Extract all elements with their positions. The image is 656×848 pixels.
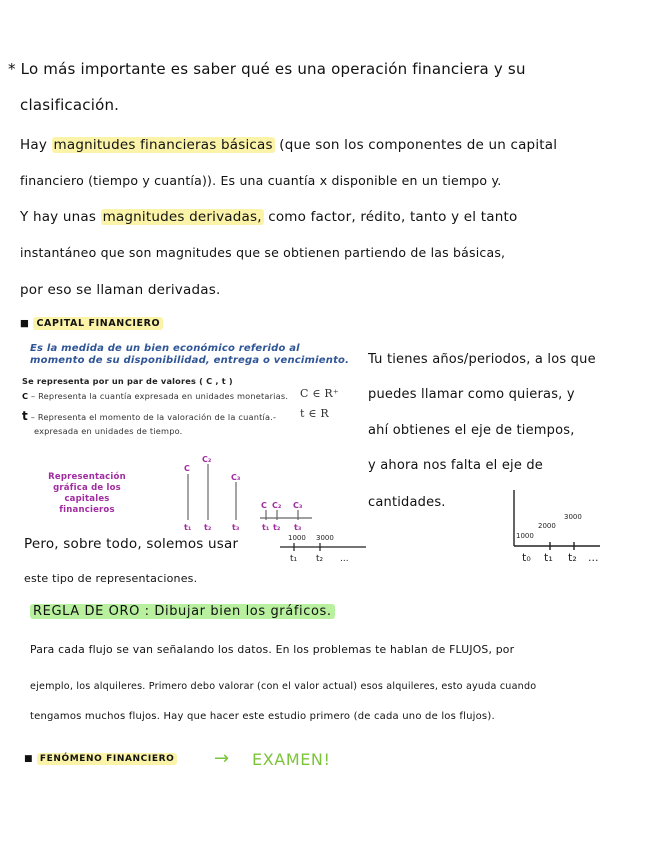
right-note-1: Tu tienes años/periodos, a los que xyxy=(368,352,596,367)
usage-t2: t₂ xyxy=(316,554,324,564)
hand-x-dots: ... xyxy=(588,551,599,564)
usage-timeline xyxy=(276,530,372,566)
c-description xyxy=(22,391,288,401)
usage-dots: ... xyxy=(340,554,349,564)
c-desc-text: – Representa la cuantía expresada en unidades monetarias. xyxy=(28,391,289,401)
capital-heading-text: CAPITAL FINANCIERO xyxy=(33,317,163,330)
bullet-icon: ■ xyxy=(20,318,34,329)
hand-graph-right xyxy=(500,486,610,566)
paragraph-line-1-post: (que son los componentes de un capital xyxy=(274,137,558,153)
paragraph-line-3-post: como factor, rédito, tanto y el tanto xyxy=(263,209,518,225)
label-t2-small: t₂ xyxy=(273,523,281,532)
label-t1: t₁ xyxy=(184,523,192,532)
label-c2-small: C₂ xyxy=(272,501,282,510)
arrow-icon: → xyxy=(214,748,230,769)
usage-pre: Pero, sobre todo, solemos usar xyxy=(24,536,239,552)
flows-line-1: Para cada flujo se van señalando los datos. En los problemas te hablan de FLUJOS, por xyxy=(30,643,515,656)
label-t1-small: t₁ xyxy=(262,523,270,532)
capitals-graph xyxy=(178,452,318,534)
flows-line-3: tengamos muchos flujos. Hay que hacer este estudio primero (de cada uno de los flujos). xyxy=(30,711,495,722)
golden-rule-text: REGLA DE ORO : Dibujar bien los gráficos. xyxy=(30,604,335,619)
bullet-icon-2: ■ xyxy=(24,754,37,764)
label-t2: t₂ xyxy=(204,523,212,532)
intro-line-1: * Lo más importante es saber qué es una operación financiera y su xyxy=(8,60,526,78)
label-c: C xyxy=(184,464,190,473)
hand-y-3000: 3000 xyxy=(564,513,582,521)
usage-value-2: 3000 xyxy=(316,534,334,542)
phenomenon-heading-text: FENÓMENO FINANCIERO xyxy=(37,753,178,765)
intro-line-2: clasificación. xyxy=(20,96,120,114)
right-note-4: y ahora nos falta el eje de xyxy=(368,458,544,473)
paragraph-line-4: instantáneo que son magnitudes que se obtienen partiendo de las básicas, xyxy=(20,245,506,260)
c-letter: C xyxy=(22,391,29,401)
usage-value-1: 1000 xyxy=(288,534,306,542)
paragraph-line-5: por eso se llaman derivadas. xyxy=(20,282,221,298)
t-math: t ∈ R xyxy=(300,407,329,420)
highlight-basic-magnitudes: magnitudes financieras básicas xyxy=(53,137,273,153)
phenomenon-heading xyxy=(24,754,177,764)
t-description xyxy=(22,409,276,423)
paragraph-line-3-pre: Y hay unas xyxy=(20,209,101,225)
hand-x-t0: t₀ xyxy=(522,551,531,564)
c-math: C ∈ R⁺ xyxy=(300,387,339,400)
graph-caption: Representación gráfica de los capitales financieros xyxy=(48,472,126,515)
t-desc-text: – Representa el momento de la valoración de la cuantía.- xyxy=(27,412,277,422)
label-c2: C₂ xyxy=(202,455,212,464)
paragraph-line-3 xyxy=(20,209,517,225)
t-letter: t xyxy=(22,409,28,423)
label-c3: C₃ xyxy=(231,473,241,482)
usage-post: este tipo de representaciones. xyxy=(24,572,198,585)
label-t3-small: t₃ xyxy=(294,523,302,532)
usage-t1: t₁ xyxy=(290,554,298,564)
paragraph-line-1 xyxy=(20,137,557,153)
golden-rule xyxy=(30,604,335,619)
right-note-5: cantidades. xyxy=(368,495,446,510)
paragraph-line-2: financiero (tiempo y cuantía)). Es una cuantía x disponible en un tiempo y. xyxy=(20,173,502,188)
t-description-2: expresada en unidades de tiempo. xyxy=(34,426,183,436)
flows-line-2: ejemplo, los alquileres. Primero debo valorar (con el valor actual) esos alquileres, esto ayuda cuando xyxy=(30,681,537,692)
label-t3: t₃ xyxy=(232,523,240,532)
hand-y-1000: 1000 xyxy=(516,532,534,540)
exam-label: EXAMEN! xyxy=(252,750,331,769)
label-c-small: C xyxy=(261,501,267,510)
hand-y-2000: 2000 xyxy=(538,522,556,530)
hand-x-t2: t₂ xyxy=(568,551,577,564)
pair-title: Se representa por un par de valores ( C , t ) xyxy=(22,376,233,386)
right-note-2: puedes llamar como quieras, y xyxy=(368,387,575,402)
highlight-derived-magnitudes: magnitudes derivadas, xyxy=(102,209,262,225)
label-c3-small: C₃ xyxy=(293,501,303,510)
paragraph-line-1-pre: Hay xyxy=(20,137,52,153)
hand-x-t1: t₁ xyxy=(544,551,553,564)
capital-definition: Es la medida de un bien económico referido al momento de su disponibilidad, entrega o vencimiento. xyxy=(30,343,350,366)
capital-heading xyxy=(20,318,163,329)
right-note-3: ahí obtienes el eje de tiempos, xyxy=(368,423,575,438)
